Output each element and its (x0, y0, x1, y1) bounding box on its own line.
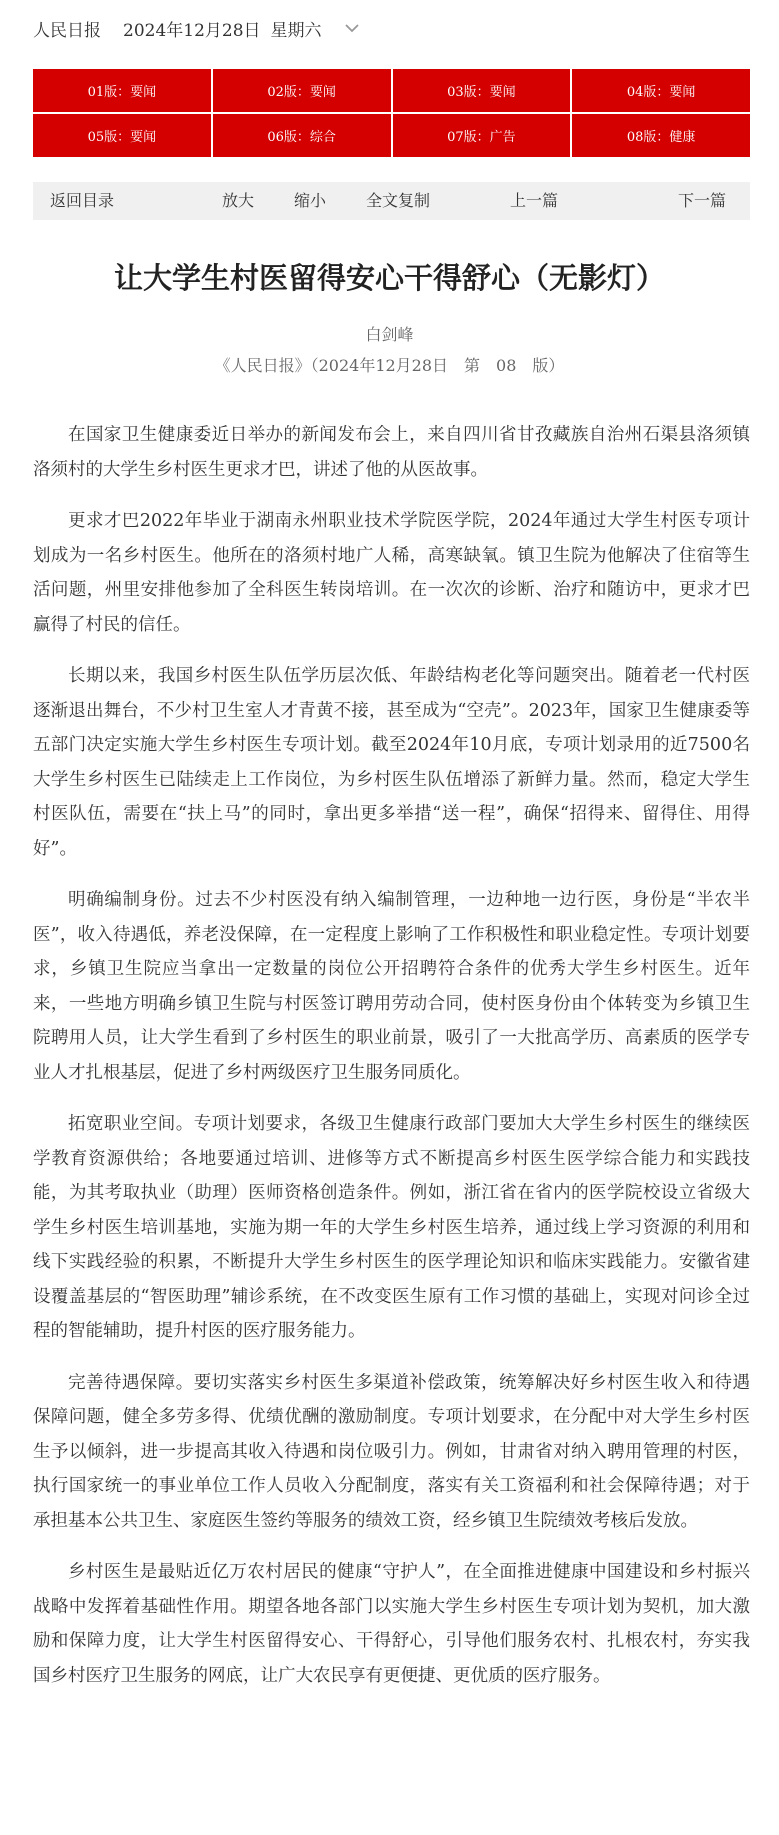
article-title: 让大学生村医留得安心干得舒心（无影灯） (113, 261, 665, 295)
article-body (33, 418, 750, 1710)
edition-link-05[interactable]: 05版：要闻 (33, 114, 211, 157)
article-toolbar (33, 182, 750, 220)
article-paragraph: 在国家卫生健康委近日举办的新闻发布会上，来自四川省甘孜藏族自治州石渠县洛须镇洛须村的大学生乡村医生更求才巴，讲述了他的从医故事。 (33, 425, 750, 480)
copy-all-button[interactable]: 全文复制 (366, 191, 431, 210)
zoom-out-button[interactable]: 缩小 (294, 191, 327, 210)
paper-name: 人民日报 (33, 20, 101, 41)
article-paragraph: 更求才巴2022年毕业于湖南永州职业技术学院医学院，2024年通过大学生村医专项计划成为一名乡村医生。他所在的洛须村地广人稀，高寒缺氧。镇卫生院为他解决了住宿等生活问题，州里安排他参加了全科医生转岗培训。在一次次的诊断、治疗和随访中，更求才巴赢得了村民的信任。 (33, 511, 750, 635)
edition-link-07[interactable]: 07版：广告 (393, 114, 571, 157)
edition-link-01[interactable]: 01版：要闻 (33, 69, 211, 112)
chevron-down-icon[interactable] (342, 18, 362, 38)
edition-link-02[interactable]: 02版：要闻 (213, 69, 391, 112)
edition-nav (33, 69, 750, 157)
edition-link-06[interactable]: 06版：综合 (213, 114, 391, 157)
article-paragraph: 拓宽职业空间。专项计划要求，各级卫生健康行政部门要加大大学生乡村医生的继续医学教育资源供给；各地要通过培训、进修等方式不断提高乡村医生医学综合能力和实践技能，为其考取执业（助理）医师资格创造条件。例如，浙江省在省内的医学院校设立省级大学生乡村医生培训基地，实施为期一年的大学生乡村医生培养，通过线上学习资源的利用和线下实践经验的积累，不断提升大学生乡村医生的医学理论知识和临床实践能力。安徽省建设覆盖基层的“智医助理”辅诊系统，在不改变医生原有工作习惯的基础上，实现对问诊全过程的智能辅助，提升村医的医疗服务能力。 (33, 1114, 750, 1341)
article-paragraph: 完善待遇保障。要切实落实乡村医生多渠道补偿政策，统筹解决好乡村医生收入和待遇保障问题，健全多劳多得、优绩优酬的激励制度。专项计划要求，在分配中对大学生乡村医生予以倾斜，进一步提高其收入待遇和岗位吸引力。例如，甘肃省对纳入聘用管理的村医，执行国家统一的事业单位工作人员收入分配制度，落实有关工资福利和社会保障待遇；对于承担基本公共卫生、家庭医生签约等服务的绩效工资，经乡镇卫生院绩效考核后发放。 (33, 1372, 750, 1531)
edition-link-08[interactable]: 08版：健康 (572, 114, 750, 157)
zoom-in-button[interactable]: 放大 (222, 191, 255, 210)
next-article-link[interactable]: 下一篇 (678, 191, 727, 210)
article-author: 白剑峰 (365, 325, 414, 344)
issue-date: 2024年12月28日 (123, 20, 261, 41)
edition-link-04[interactable]: 04版：要闻 (572, 69, 750, 112)
edition-link-03[interactable]: 03版：要闻 (393, 69, 571, 112)
article-paragraph: 乡村医生是最贴近亿万农村居民的健康“守护人”，在全面推进健康中国建设和乡村振兴战略中发挥着基础性作用。期望各地各部门以实施大学生乡村医生专项计划为契机，加大激励和保障力度，让大学生村医留得安心、干得舒心，引导他们服务农村、扎根农村，夯实我国乡村医疗卫生服务的网底，让广大农民享有更便捷、更优质的医疗服务。 (33, 1562, 750, 1686)
article-paragraph: 长期以来，我国乡村医生队伍学历层次低、年龄结构老化等问题突出。随着老一代村医逐渐退出舞台，不少村卫生室人才青黄不接，甚至成为“空壳”。2023年，国家卫生健康委等五部门决定实施大学生乡村医生专项计划。截至2024年10月底，专项计划录用的近7500名大学生乡村医生已陆续走上工作岗位，为乡村医生队伍增添了新鲜力量。然而，稳定大学生村医队伍，需要在“扶上马”的同时，拿出更多举措“送一程”，确保“招得来、留得住、用得好”。 (33, 666, 750, 859)
issue-weekday: 星期六 (270, 20, 322, 41)
article-paragraph: 明确编制身份。过去不少村医没有纳入编制管理，一边种地一边行医，身份是“半农半医”，收入待遇低，养老没保障，在一定程度上影响了工作积极性和职业稳定性。专项计划要求，乡镇卫生院应当拿出一定数量的岗位公开招聘符合条件的优秀大学生乡村医生。近年来，一些地方明确乡镇卫生院与村医签订聘用劳动合同，使村医身份由个体转变为乡镇卫生院聘用人员，让大学生看到了乡村医生的职业前景，吸引了一大批高学历、高素质的医学专业人才扎根基层，促进了乡村两级医疗卫生服务同质化。 (33, 890, 750, 1083)
back-to-index-link[interactable]: 返回目录 (50, 191, 115, 210)
date-header (33, 12, 362, 44)
article-source: 《人民日报》（2024年12月28日 第 08 版） (214, 356, 565, 375)
prev-article-link[interactable]: 上一篇 (510, 191, 559, 210)
